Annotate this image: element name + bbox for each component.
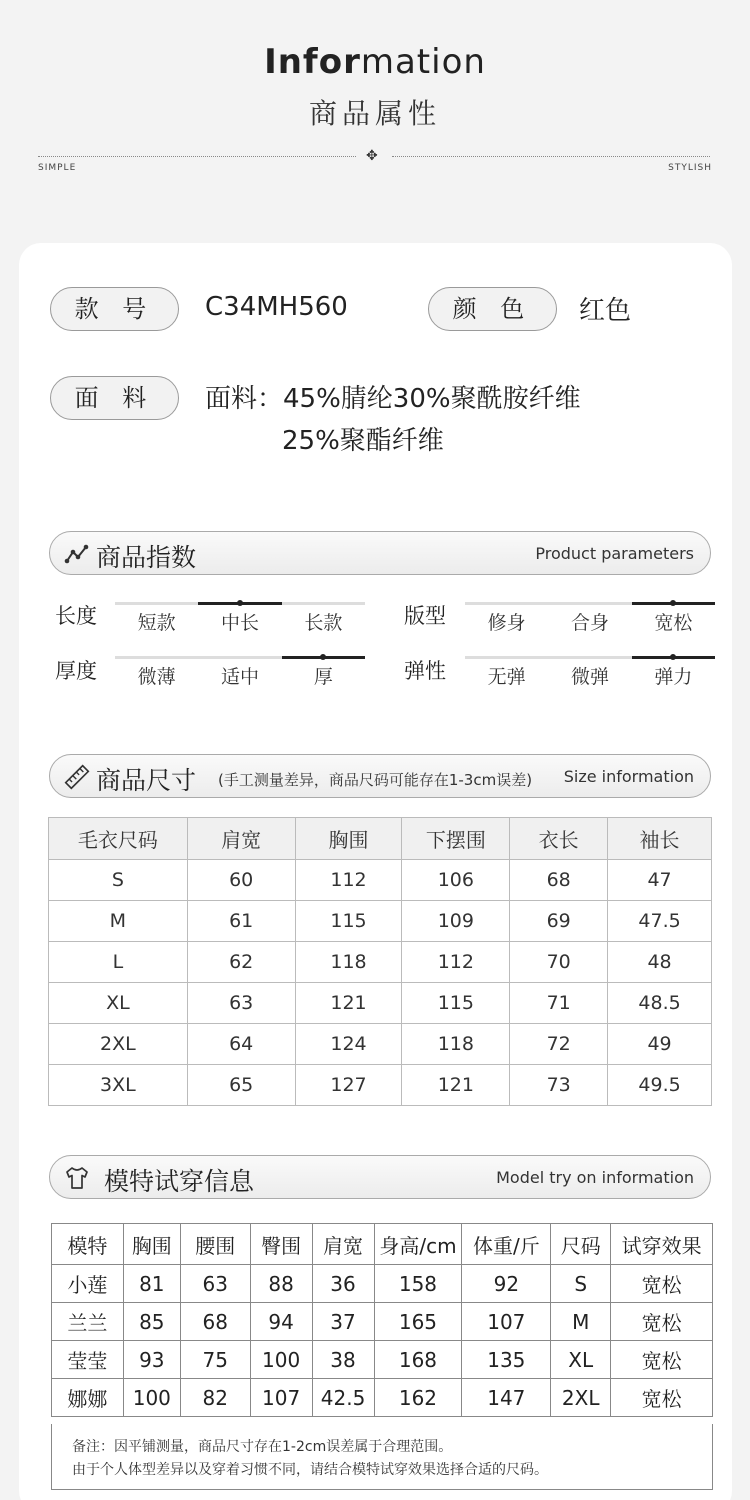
model-cell: 37 [312, 1303, 374, 1341]
size-cell: 68 [510, 860, 608, 901]
size-cell: 115 [402, 983, 510, 1024]
model-section-header [49, 1155, 711, 1199]
table-row [52, 1303, 713, 1341]
size-cell: 109 [402, 901, 510, 942]
style-number-value: C34MH560 [205, 292, 348, 322]
model-table [51, 1223, 713, 1417]
param-marker-icon [237, 600, 243, 606]
table-row [52, 1265, 713, 1303]
size-cell: 3XL [49, 1065, 188, 1106]
size-cell: 118 [295, 942, 402, 983]
size-header-cell: 毛衣尺码 [49, 818, 188, 860]
size-cell: XL [49, 983, 188, 1024]
trend-line-icon [64, 541, 90, 567]
page-subtitle: 商品属性 [308, 97, 441, 130]
model-table-header [52, 1224, 713, 1265]
size-title: 商品尺寸 [96, 766, 197, 795]
table-row [49, 1065, 712, 1106]
size-header-cell: 衣长 [510, 818, 608, 860]
model-cell: 85 [123, 1303, 180, 1341]
size-header-cell: 袖长 [608, 818, 712, 860]
param-option: 适中 [220, 666, 259, 688]
size-section-header [49, 754, 711, 798]
params-section-header [49, 531, 711, 575]
model-cell: 38 [312, 1341, 374, 1379]
size-cell: L [49, 942, 188, 983]
color-label: 颜 色 [428, 287, 557, 331]
fabric-line-1: 面料：45%腈纶30%聚酰胺纤维 [205, 384, 581, 414]
model-header-cell: 试穿效果 [611, 1224, 713, 1265]
size-cell: 124 [295, 1024, 402, 1065]
model-cell: 100 [123, 1379, 180, 1417]
tag-stylish: STYLISH [668, 163, 712, 173]
model-header-cell: 模特 [52, 1224, 124, 1265]
model-cell: 92 [462, 1265, 551, 1303]
model-cell: 2XL [551, 1379, 611, 1417]
param-option: 中长 [220, 612, 259, 634]
divider-right [392, 156, 710, 157]
model-cell: 82 [180, 1379, 250, 1417]
model-title-en: Model try on information [496, 1168, 694, 1187]
size-cell: 112 [295, 860, 402, 901]
size-cell: 48.5 [608, 983, 712, 1024]
size-cell: 71 [510, 983, 608, 1024]
model-header-cell: 肩宽 [312, 1224, 374, 1265]
size-cell: M [49, 901, 188, 942]
cross-ornament-icon: ✥ [366, 148, 378, 164]
note-line-2: 由于个人体型差异以及穿着习惯不同，请结合模特试穿效果选择合适的尺码。 [72, 1462, 548, 1478]
size-table-header [49, 818, 712, 860]
param-option: 弹力 [654, 666, 693, 688]
divider-left [38, 156, 356, 157]
model-cell: 147 [462, 1379, 551, 1417]
tag-simple: SIMPLE [38, 163, 77, 173]
ruler-icon [64, 764, 90, 790]
size-cell: 49 [608, 1024, 712, 1065]
table-row [49, 942, 712, 983]
model-cell: 100 [250, 1341, 312, 1379]
size-cell: 65 [187, 1065, 295, 1106]
model-header-cell: 臀围 [250, 1224, 312, 1265]
param-scale [115, 656, 365, 659]
model-cell: 小莲 [52, 1265, 124, 1303]
style-number-label: 款 号 [50, 287, 179, 331]
model-header-cell: 身高/cm [374, 1224, 462, 1265]
size-cell: 121 [402, 1065, 510, 1106]
model-cell: 165 [374, 1303, 462, 1341]
model-header-cell: 体重/斤 [462, 1224, 551, 1265]
fabric-line-2: 25%聚酯纤维 [282, 426, 444, 456]
color-value: 红色 [579, 296, 632, 326]
table-row [49, 860, 712, 901]
size-header-cell: 肩宽 [187, 818, 295, 860]
size-header-cell: 下摆围 [402, 818, 510, 860]
model-cell: 宽松 [611, 1303, 713, 1341]
param-label: 弹性 [404, 659, 446, 683]
model-cell: 93 [123, 1341, 180, 1379]
param-option: 长款 [304, 612, 343, 634]
model-cell: 107 [462, 1303, 551, 1341]
model-cell: XL [551, 1341, 611, 1379]
size-cell: 115 [295, 901, 402, 942]
model-title: 模特试穿信息 [104, 1167, 255, 1196]
size-cell: 48 [608, 942, 712, 983]
model-header-cell: 腰围 [180, 1224, 250, 1265]
size-cell: 63 [187, 983, 295, 1024]
param-option: 修身 [487, 612, 526, 634]
model-cell: 94 [250, 1303, 312, 1341]
model-cell: 135 [462, 1341, 551, 1379]
size-cell: 70 [510, 942, 608, 983]
size-cell: 112 [402, 942, 510, 983]
param-scale [465, 602, 715, 605]
model-cell: 68 [180, 1303, 250, 1341]
model-cell: 42.5 [312, 1379, 374, 1417]
table-row [49, 1024, 712, 1065]
param-option: 厚 [313, 666, 333, 688]
tshirt-icon [64, 1165, 90, 1191]
size-cell: S [49, 860, 188, 901]
model-cell: M [551, 1303, 611, 1341]
model-cell: 63 [180, 1265, 250, 1303]
param-scale [115, 602, 365, 605]
model-cell: S [551, 1265, 611, 1303]
size-note: (手工测量差异，商品尺码可能存在1-3cm误差) [218, 771, 533, 789]
model-cell: 88 [250, 1265, 312, 1303]
param-option: 无弹 [487, 666, 526, 688]
param-scale [465, 656, 715, 659]
size-cell: 49.5 [608, 1065, 712, 1106]
size-header-cell: 胸围 [295, 818, 402, 860]
model-cell: 158 [374, 1265, 462, 1303]
model-cell: 宽松 [611, 1265, 713, 1303]
size-cell: 61 [187, 901, 295, 942]
params-title-en: Product parameters [535, 544, 694, 563]
model-cell: 娜娜 [52, 1379, 124, 1417]
param-option: 微薄 [137, 666, 176, 688]
size-cell: 69 [510, 901, 608, 942]
size-cell: 72 [510, 1024, 608, 1065]
model-cell: 107 [250, 1379, 312, 1417]
param-option: 合身 [570, 612, 609, 634]
size-title-en: Size information [563, 767, 694, 786]
param-label: 版型 [404, 604, 446, 628]
size-cell: 118 [402, 1024, 510, 1065]
model-cell: 莹莹 [52, 1341, 124, 1379]
page-title: Information [264, 42, 486, 82]
model-cell: 宽松 [611, 1341, 713, 1379]
size-cell: 121 [295, 983, 402, 1024]
model-header-cell: 尺码 [551, 1224, 611, 1265]
fabric-label: 面 料 [50, 376, 179, 420]
param-option: 短款 [137, 612, 176, 634]
model-cell: 162 [374, 1379, 462, 1417]
note-line-1: 备注：因平铺测量，商品尺寸存在1-2cm误差属于合理范围。 [72, 1439, 453, 1455]
model-cell: 168 [374, 1341, 462, 1379]
size-cell: 73 [510, 1065, 608, 1106]
size-cell: 64 [187, 1024, 295, 1065]
param-label: 长度 [55, 604, 97, 628]
model-cell: 75 [180, 1341, 250, 1379]
model-cell: 兰兰 [52, 1303, 124, 1341]
table-row [52, 1341, 713, 1379]
model-header-cell: 胸围 [123, 1224, 180, 1265]
size-cell: 127 [295, 1065, 402, 1106]
param-option: 微弹 [570, 666, 609, 688]
size-cell: 106 [402, 860, 510, 901]
size-cell: 2XL [49, 1024, 188, 1065]
table-row [49, 901, 712, 942]
param-label: 厚度 [55, 659, 97, 683]
table-row [52, 1379, 713, 1417]
size-cell: 62 [187, 942, 295, 983]
size-table [48, 817, 712, 1106]
size-cell: 47.5 [608, 901, 712, 942]
model-cell: 宽松 [611, 1379, 713, 1417]
table-row [49, 983, 712, 1024]
param-option: 宽松 [654, 612, 693, 634]
params-title: 商品指数 [96, 543, 197, 572]
model-cell: 36 [312, 1265, 374, 1303]
size-cell: 60 [187, 860, 295, 901]
size-cell: 47 [608, 860, 712, 901]
notes-box [51, 1424, 713, 1490]
model-cell: 81 [123, 1265, 180, 1303]
